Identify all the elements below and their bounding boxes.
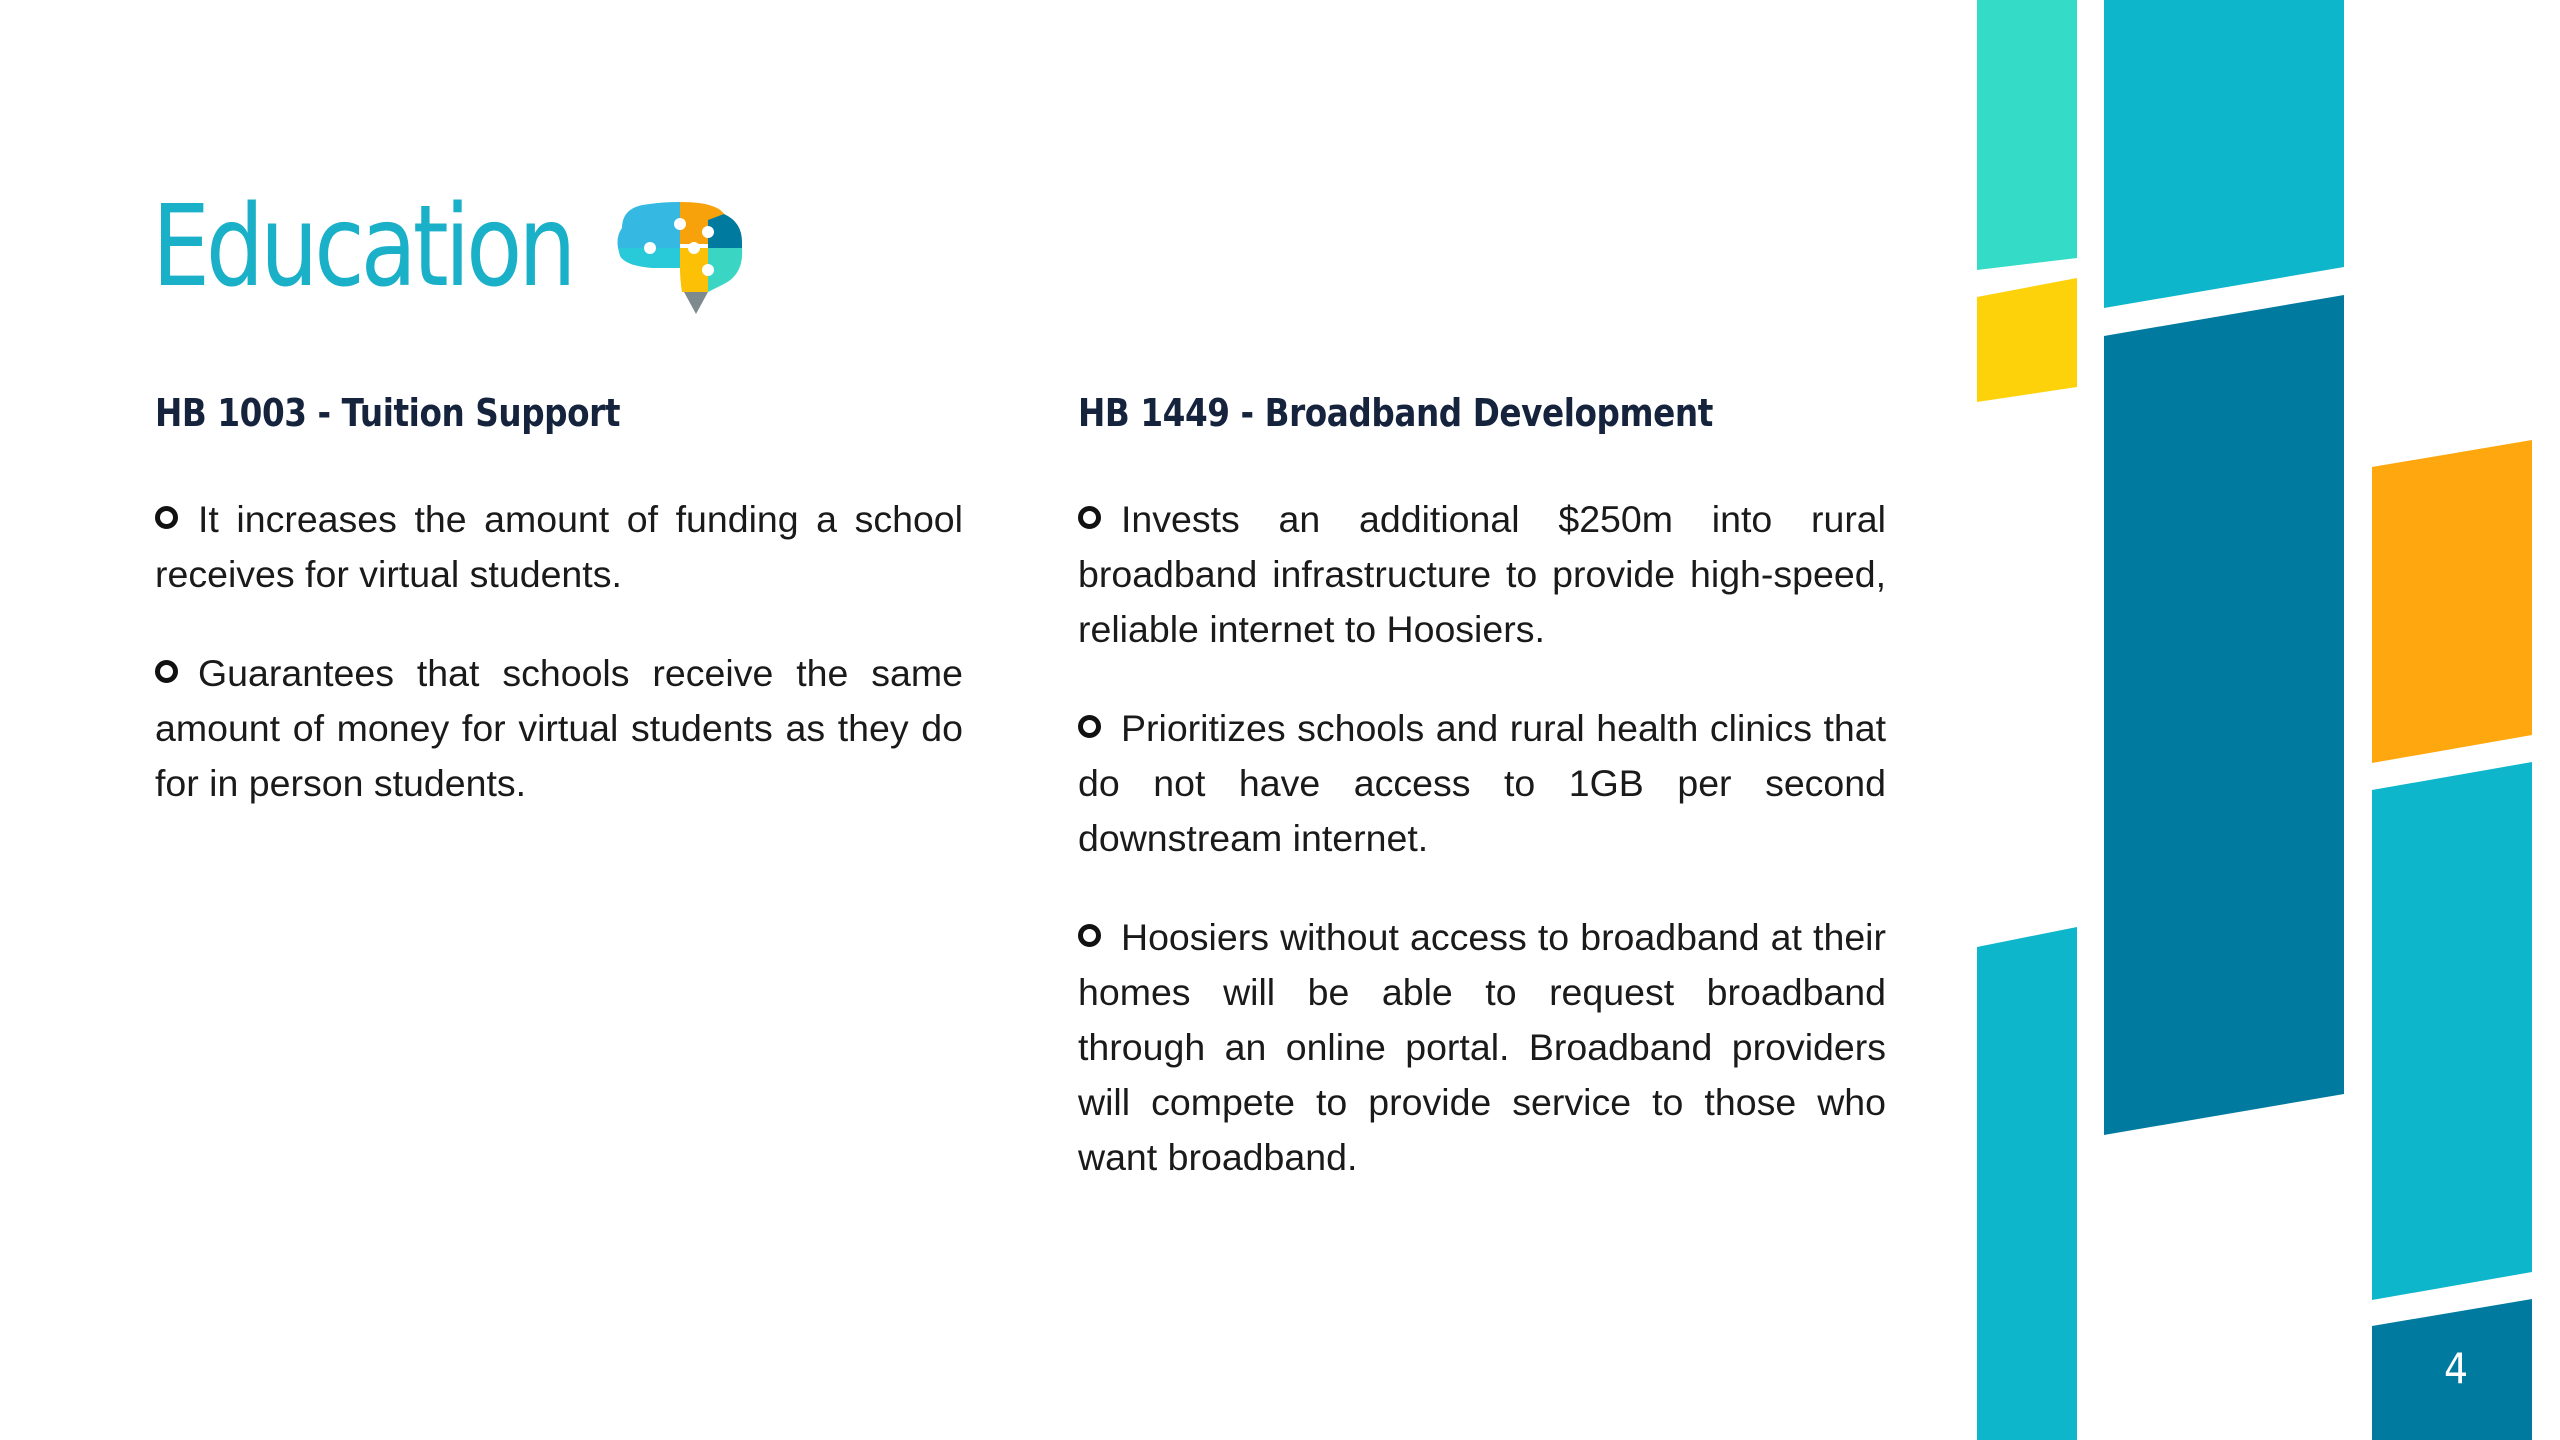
bullet-item: Invests an additional $250m into rural broadband infrastructure to provide high-speed, reliable internet to Hoosiers. <box>1078 498 1886 650</box>
deco-block-orange <box>2372 440 2532 763</box>
bullet-item: Hoosiers without access to broadband at their homes will be able to request broadband through an online portal. Broadband providers will compete to provide service to those who want broadband. <box>1078 916 1886 1178</box>
bullet-item: It increases the amount of funding a school receives for virtual students. <box>155 498 963 595</box>
deco-block-teal-right <box>2372 762 2532 1300</box>
column-heading: HB 1003 - Tuition Support <box>155 391 621 435</box>
deco-block-yellow <box>1977 278 2077 402</box>
deco-block-teal-top <box>2104 0 2344 308</box>
bullet-item: Guarantees that schools receive the same amount of money for virtual students as they do for in person students. <box>155 652 963 804</box>
bullet-item: Prioritizes schools and rural health clinics that do not have access to 1GB per second downstream internet. <box>1078 707 1886 859</box>
slide-title: Education <box>152 182 573 312</box>
column-heading: HB 1449 - Broadband Development <box>1078 391 1713 435</box>
deco-block-mint <box>1977 0 2077 270</box>
deco-block-teal-left <box>1977 927 2077 1440</box>
page-number: 4 <box>2443 1343 2469 1393</box>
deco-block-dark-teal <box>2104 295 2344 1135</box>
